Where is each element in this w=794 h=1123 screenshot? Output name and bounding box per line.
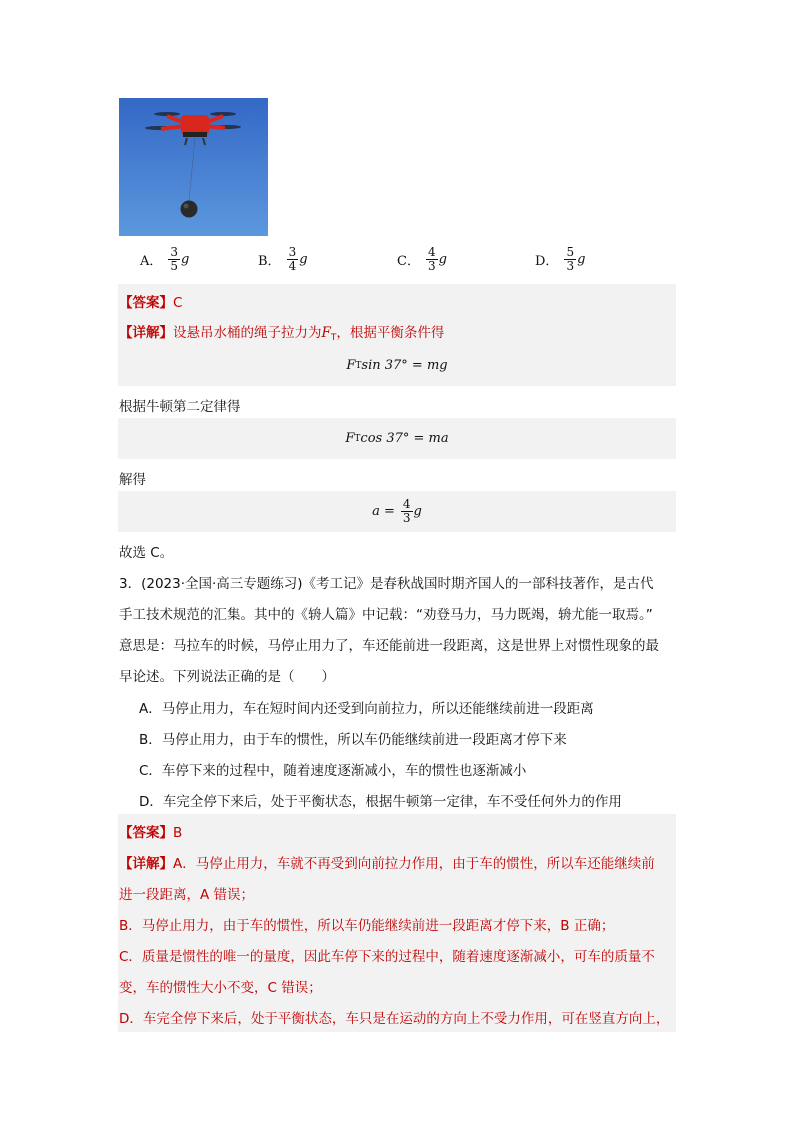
answer-band (118, 814, 676, 844)
answer-band (118, 284, 676, 315)
denominator: 5 (170, 259, 179, 273)
detail-tail: ，根据平衡条件得 (336, 325, 445, 341)
detail-line-4: C．质量是惯性的唯一的量度，因此车停下来的过程中，随着速度逐渐减小，可车的质量不 (119, 949, 655, 965)
answer-value: C (173, 295, 183, 311)
force-var: F (321, 325, 331, 341)
fraction (168, 246, 180, 273)
option-d[interactable]: D．车完全停下来后，处于平衡状态，根据牛顿第一定律，车不受任何外力的作用 (139, 794, 622, 810)
detail-band (118, 844, 676, 1032)
eq-rest: sin 37° = mg (361, 358, 448, 373)
choice-letter: A． (140, 254, 163, 269)
numerator: 4 (427, 245, 436, 259)
detail-line-1 (119, 852, 655, 872)
question-line-4: 早论述。下列说法正确的是（ ） (119, 669, 335, 685)
equation-2 (118, 418, 676, 459)
question-line-3: 意思是：马拉车的时候，马停止用力了，车还能前进一段距离，这是世界上对惯性现象的最 (119, 638, 659, 654)
newton-text: 根据牛顿第二定律得 (119, 399, 241, 415)
denominator: 3 (427, 259, 436, 273)
drone-photo (119, 98, 268, 236)
question-line-1: 3．(2023·全国·高三专题练习)《考工记》是春秋战国时期齐国人的一部科技著作，是古代 (119, 576, 654, 592)
option-b[interactable]: B．马停止用力，由于车的惯性，所以车仍能继续前进一段距离才停下来 (139, 732, 567, 748)
unit-g: g (413, 504, 422, 519)
detail-line (119, 321, 444, 343)
eq-force: F (345, 431, 355, 446)
answer-line (119, 291, 182, 311)
eq-sub: T (355, 360, 362, 371)
fraction (401, 498, 413, 525)
choice-c[interactable] (397, 246, 447, 273)
detail-line-6: D．车完全停下来后，处于平衡状态，车只是在运动的方向上不受力作用，可在竖直方向上， (119, 1011, 670, 1027)
equation-3 (118, 491, 676, 532)
denominator: 3 (402, 511, 411, 525)
fraction (564, 246, 576, 273)
conclusion-text: 故选 C。 (119, 545, 174, 561)
choice-letter: C． (397, 254, 420, 269)
denominator: 3 (566, 259, 575, 273)
eq-sub: T (354, 433, 361, 444)
numerator: 3 (288, 245, 297, 259)
answer-line (119, 821, 182, 841)
eq-rest: cos 37° = ma (360, 431, 449, 446)
answer-tag: 【答案】 (119, 825, 173, 841)
option-c[interactable]: C．车停下来的过程中，随着速度逐渐减小，车的惯性也逐渐减小 (139, 763, 527, 779)
detail-line-5: 变，车的惯性大小不变，C 错误； (119, 980, 322, 996)
denominator: 4 (288, 259, 297, 273)
unit-g: g (438, 252, 447, 267)
detail-line-3: B．马停止用力，由于车的惯性，所以车仍能继续前进一段距离才停下来，B 正确； (119, 918, 615, 934)
unit-g: g (577, 252, 586, 267)
detail-intro: 设悬吊水桶的绳子拉力为 (173, 325, 322, 341)
answer-tag: 【答案】 (119, 295, 173, 311)
numerator: 4 (402, 497, 411, 511)
equation-1 (118, 345, 676, 386)
choice-a[interactable] (140, 246, 189, 273)
fraction (287, 246, 299, 273)
choice-row (0, 246, 794, 282)
fraction (426, 246, 438, 273)
unit-g: g (299, 252, 308, 267)
eq-left: a = (372, 504, 395, 519)
option-a[interactable]: A．马停止用力，车在短时间内还受到向前拉力，所以还能继续前进一段距离 (139, 701, 594, 717)
eq-force: F (346, 358, 356, 373)
choice-letter: B． (258, 254, 281, 269)
force-sub: T (330, 333, 337, 343)
question-line-2: 手工技术规范的汇集。其中的《辀人篇》中记载：“劝登马力，马力既竭，辀尤能一取焉。” (119, 607, 653, 623)
detail-tag: 【详解】 (119, 325, 173, 341)
numerator: 3 (170, 245, 179, 259)
detail-line-2: 进一段距离，A 错误； (119, 887, 255, 903)
bucket-ball-icon (181, 201, 198, 218)
detail-tag: 【详解】 (119, 856, 173, 872)
choice-b[interactable] (258, 246, 308, 273)
detail-text: A．马停止用力，车就不再受到向前拉力作用，由于车的惯性，所以车还能继续前 (173, 856, 655, 872)
numerator: 5 (566, 245, 575, 259)
choice-letter: D． (535, 254, 559, 269)
answer-value: B (173, 825, 183, 841)
solve-text: 解得 (119, 472, 146, 488)
choice-d[interactable] (535, 246, 585, 273)
unit-g: g (181, 252, 190, 267)
